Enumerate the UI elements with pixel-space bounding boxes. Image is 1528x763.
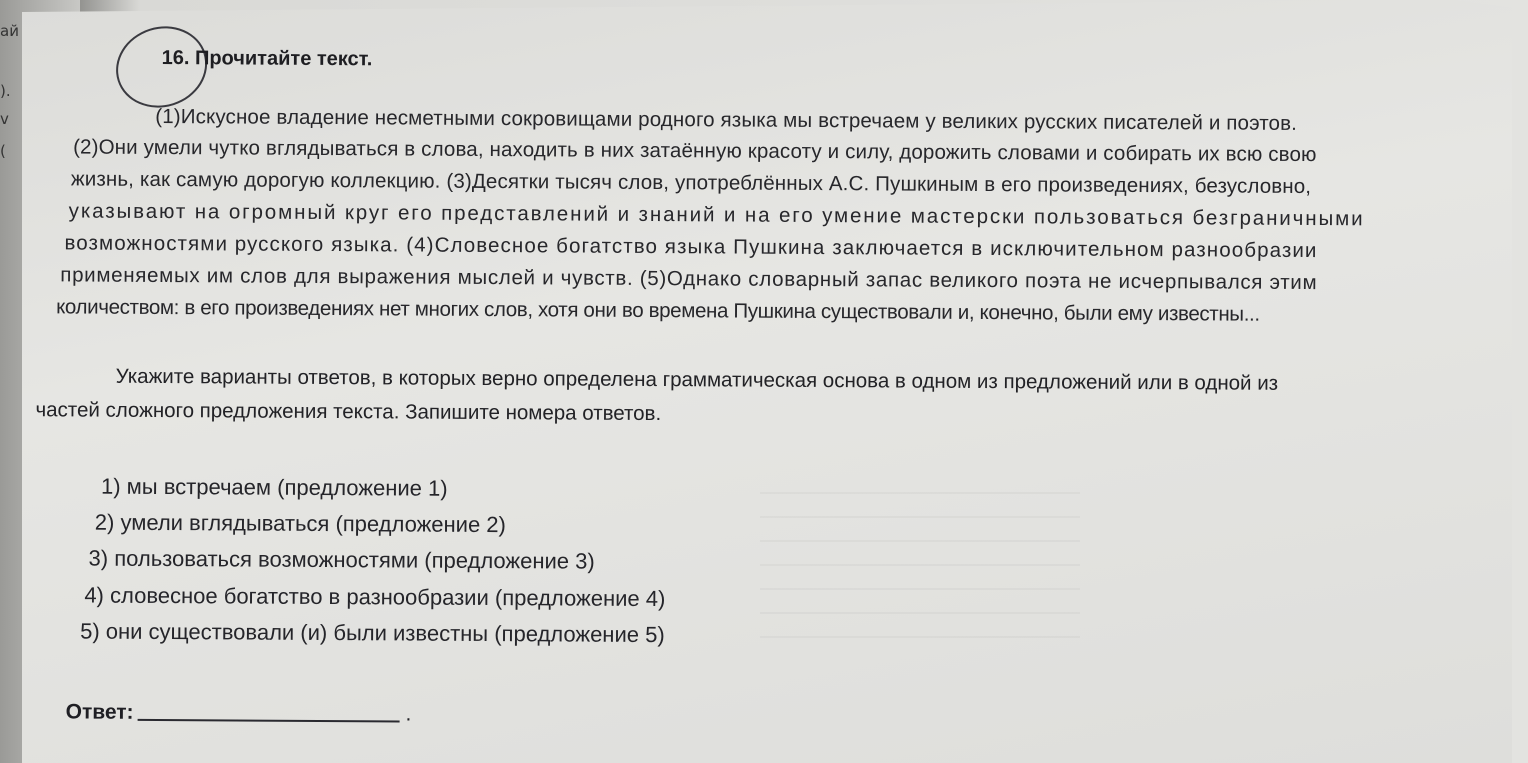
answer-option-4: 4) словесное богатство в разнообразии (предложение 4) <box>84 582 666 612</box>
edge-note: v <box>0 110 9 128</box>
question-line-1: Укажите варианты ответов, в которых верно определена грамматическая основа в одном из предложений или в одной из <box>115 364 1279 395</box>
text-line-2: (2)Они умели чутко вглядываться в слова, находить в них затаённую красоту и силу, дорожить словами и собирать их всю свою <box>73 135 1317 167</box>
answer-period: . <box>405 702 412 726</box>
answer-row <box>66 700 412 726</box>
answer-label: Ответ: <box>65 700 134 724</box>
text-line-6: применяемых им слов для выражения мыслей и чувств. (5)Однако словарный запас великого поэта не исчерпывался этим <box>60 263 1318 295</box>
answer-option-1: 1) мы встречаем (предложение 1) <box>100 473 448 501</box>
text-line-1: (1)Искусное владение несметными сокровищами родного языка мы встречаем у великих русских писателей и поэтов. <box>155 104 1298 135</box>
answer-option-2: 2) умели вглядываться (предложение 2) <box>94 509 507 538</box>
answer-option-5: 5) они существовали (и) были известны (предложение 5) <box>80 618 665 648</box>
text-line-3: жизнь, как самую дорогую коллекцию. (3)Десятки тысяч слов, употреблённых А.С. Пушкиным в его произведениях, безусловно, <box>70 167 1312 199</box>
answer-option-3: 3) пользоваться возможностями (предложение 3) <box>88 545 595 574</box>
text-line-4: указывают на огромный круг его представлений и знаний и на его умение мастерски пользоваться безграничными <box>68 199 1365 231</box>
text-line-7: количеством: в его произведениях нет многих слов, хотя они во времена Пушкина существовали и, конечно, были ему известны... <box>56 295 1260 326</box>
edge-note: ай <box>0 22 19 40</box>
answer-blank[interactable] <box>138 719 400 723</box>
edge-note: ( <box>0 142 6 160</box>
text-line-5: возможностями русского языка. (4)Словесное богатство языка Пушкина заключается в исключительном разнообразии <box>64 231 1318 263</box>
task-title: 16. Прочитайте текст. <box>161 46 373 71</box>
question-line-2: частей сложного предложения текста. Запишите номера ответов. <box>35 398 662 426</box>
edge-note: ). <box>0 82 11 100</box>
